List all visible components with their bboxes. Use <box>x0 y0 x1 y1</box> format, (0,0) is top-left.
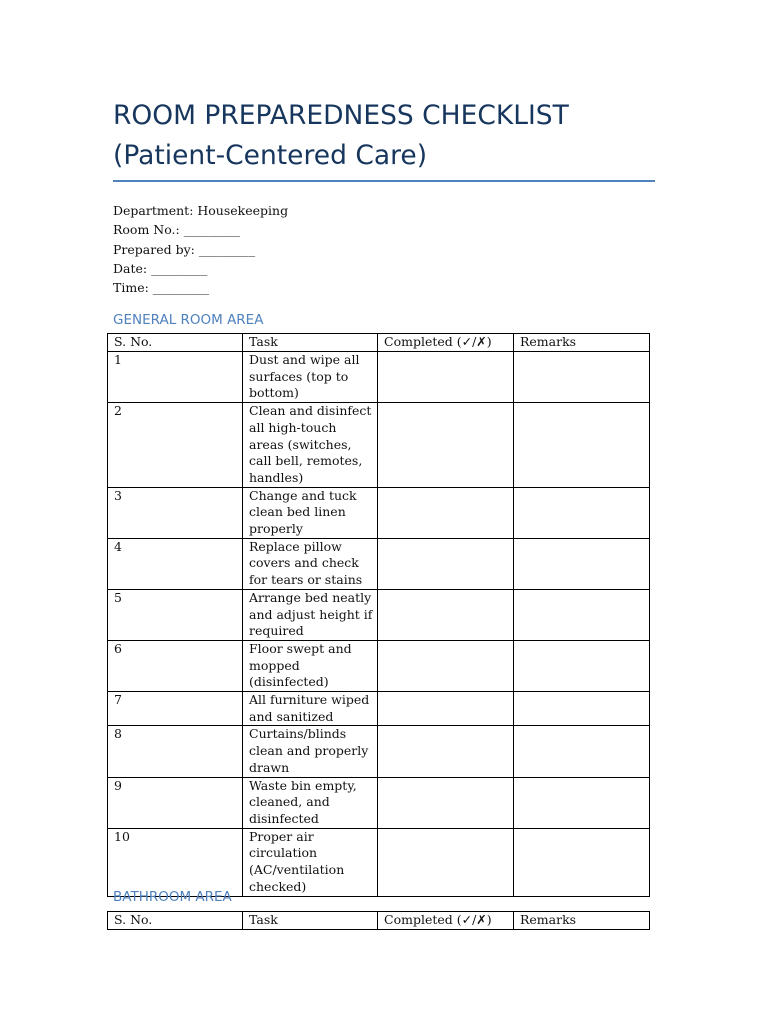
row-completed-cell[interactable] <box>378 640 514 691</box>
column-header-remarks: Remarks <box>514 912 650 930</box>
document-title <box>113 96 673 176</box>
row-sno: 5 <box>108 589 243 640</box>
row-sno: 3 <box>108 487 243 538</box>
table-row <box>108 403 650 488</box>
section-heading-bathroom-area: BATHROOM AREA <box>113 889 232 905</box>
row-completed-cell[interactable] <box>378 589 514 640</box>
row-sno: 9 <box>108 777 243 828</box>
row-completed-cell[interactable] <box>378 777 514 828</box>
row-task: Arrange bed neatly and adjust height if required <box>243 589 378 640</box>
table-row <box>108 640 650 691</box>
title-underline <box>113 180 655 182</box>
meta-department: Department: Housekeeping <box>113 203 289 218</box>
document-meta <box>113 201 288 297</box>
meta-prepared-by: Prepared by: _________ <box>113 241 256 257</box>
row-remarks-cell[interactable] <box>514 777 650 828</box>
row-completed-cell[interactable] <box>378 487 514 538</box>
table-row <box>108 589 650 640</box>
row-completed-cell[interactable] <box>378 828 514 896</box>
row-completed-cell[interactable] <box>378 403 514 488</box>
column-header-completed: Completed (✓/✗) <box>378 912 514 930</box>
row-task: Replace pillow covers and check for tears or stains <box>243 538 378 589</box>
table-row <box>108 538 650 589</box>
row-completed-cell[interactable] <box>378 692 514 726</box>
row-remarks-cell[interactable] <box>514 487 650 538</box>
row-task: Clean and disinfect all high-touch areas (switches, call bell, remotes, handles) <box>243 403 378 488</box>
row-completed-cell[interactable] <box>378 352 514 403</box>
table-row <box>108 487 650 538</box>
row-sno: 8 <box>108 726 243 777</box>
table-row <box>108 777 650 828</box>
row-completed-cell[interactable] <box>378 726 514 777</box>
row-remarks-cell[interactable] <box>514 589 650 640</box>
row-sno: 4 <box>108 538 243 589</box>
table-row <box>108 828 650 896</box>
bathroom-area-table <box>107 911 650 930</box>
row-remarks-cell[interactable] <box>514 726 650 777</box>
row-task: Floor swept and mopped (disinfected) <box>243 640 378 691</box>
column-header-sno: S. No. <box>108 912 243 930</box>
row-remarks-cell[interactable] <box>514 640 650 691</box>
table-row <box>108 692 650 726</box>
title-line-1: ROOM PREPAREDNESS CHECKLIST <box>113 100 569 131</box>
meta-room-no: Room No.: _________ <box>113 222 240 238</box>
meta-time: Time: _________ <box>113 280 210 296</box>
row-remarks-cell[interactable] <box>514 352 650 403</box>
column-header-completed: Completed (✓/✗) <box>378 334 514 352</box>
table-row <box>108 726 650 777</box>
row-sno: 1 <box>108 352 243 403</box>
row-task: Waste bin empty, cleaned, and disinfected <box>243 777 378 828</box>
general-room-area-rows <box>108 352 650 897</box>
row-sno: 7 <box>108 692 243 726</box>
row-completed-cell[interactable] <box>378 538 514 589</box>
row-remarks-cell[interactable] <box>514 828 650 896</box>
column-header-task: Task <box>243 912 378 930</box>
section-heading-general-room-area: GENERAL ROOM AREA <box>113 312 264 328</box>
row-task: Curtains/blinds clean and properly drawn <box>243 726 378 777</box>
row-remarks-cell[interactable] <box>514 692 650 726</box>
row-task: Change and tuck clean bed linen properly <box>243 487 378 538</box>
general-room-area-table <box>107 333 650 897</box>
table-row <box>108 352 650 403</box>
table-header-row <box>108 912 650 930</box>
table-header-row <box>108 334 650 352</box>
column-header-sno: S. No. <box>108 334 243 352</box>
row-task: All furniture wiped and sanitized <box>243 692 378 726</box>
row-sno: 2 <box>108 403 243 488</box>
row-remarks-cell[interactable] <box>514 403 650 488</box>
row-sno: 10 <box>108 828 243 896</box>
row-task: Dust and wipe all surfaces (top to bottom) <box>243 352 378 403</box>
column-header-task: Task <box>243 334 378 352</box>
column-header-remarks: Remarks <box>514 334 650 352</box>
row-sno: 6 <box>108 640 243 691</box>
row-task: Proper air circulation (AC/ventilation checked) <box>243 828 378 896</box>
row-remarks-cell[interactable] <box>514 538 650 589</box>
title-line-2: (Patient-Centered Care) <box>113 140 428 171</box>
meta-date: Date: _________ <box>113 260 208 276</box>
